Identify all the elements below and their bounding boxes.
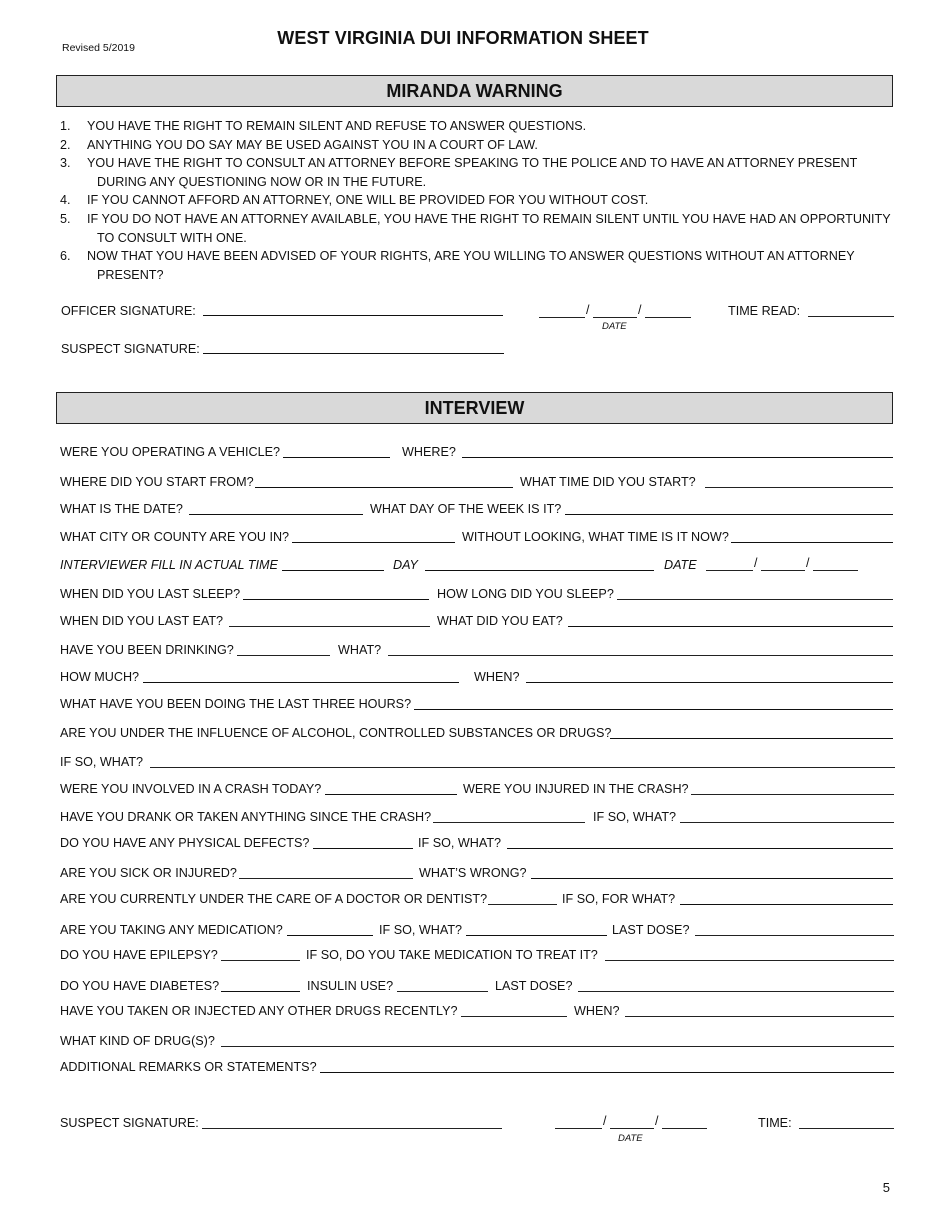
- interviewer-actual-time-field[interactable]: [282, 570, 384, 571]
- question-physical-defects: DO YOU HAVE ANY PHYSICAL DEFECTS?: [60, 836, 310, 850]
- answer-if-so-what[interactable]: [150, 767, 895, 768]
- answer-operating-vehicle[interactable]: [283, 457, 390, 458]
- answer-last-sleep[interactable]: [243, 599, 429, 600]
- answer-where[interactable]: [462, 457, 893, 458]
- miranda-item: 2. ANYTHING YOU DO SAY MAY BE USED AGAINST YOU IN A COURT OF LAW.: [60, 137, 538, 152]
- answer-start-from[interactable]: [255, 487, 513, 488]
- interview-suspect-signature-label: SUSPECT SIGNATURE:: [60, 1116, 199, 1130]
- question-last-sleep: WHEN DID YOU LAST SLEEP?: [60, 587, 241, 601]
- answer-crash-today[interactable]: [325, 794, 457, 795]
- answer-how-much[interactable]: [143, 682, 459, 683]
- miranda-heading: MIRANDA WARNING: [56, 75, 893, 107]
- question-crash-today: WERE YOU INVOLVED IN A CRASH TODAY?: [60, 782, 322, 796]
- answer-day-of-week[interactable]: [565, 514, 893, 515]
- question-other-drugs: HAVE YOU TAKEN OR INJECTED ANY OTHER DRUGS RECENTLY?: [60, 1004, 458, 1018]
- miranda-item: 6. NOW THAT YOU HAVE BEEN ADVISED OF YOUR RIGHTS, ARE YOU WILLING TO ANSWER QUESTIONS WITHOUT AN ATTORNEY PRESENT?: [60, 249, 855, 282]
- answer-what[interactable]: [388, 655, 893, 656]
- interviewer-day-label: DAY: [393, 558, 418, 572]
- suspect-signature-field[interactable]: [203, 353, 504, 354]
- answer-additional-remarks[interactable]: [320, 1072, 894, 1073]
- answer-physical-defects[interactable]: [313, 848, 413, 849]
- suspect-signature-label: SUSPECT SIGNATURE:: [61, 342, 200, 356]
- question-date: WHAT IS THE DATE?: [60, 502, 183, 516]
- question-insulin-use: INSULIN USE?: [307, 979, 394, 993]
- question-without-looking: WITHOUT LOOKING, WHAT TIME IS IT NOW?: [462, 530, 729, 544]
- date-caption: DATE: [602, 321, 627, 332]
- answer-insulin-use[interactable]: [397, 991, 488, 992]
- answer-without-looking[interactable]: [731, 542, 893, 543]
- answer-sick-injured[interactable]: [239, 878, 413, 879]
- question-operating-vehicle: WERE YOU OPERATING A VEHICLE?: [60, 445, 280, 459]
- question-if-so-what: IF SO, WHAT?: [60, 755, 144, 769]
- answer-last-dose[interactable]: [695, 935, 894, 936]
- question-city-county: WHAT CITY OR COUNTY ARE YOU IN?: [60, 530, 290, 544]
- question-when: WHEN?: [574, 1004, 620, 1018]
- answer-last-eat[interactable]: [229, 626, 430, 627]
- interviewer-actual-time-label: INTERVIEWER FILL IN ACTUAL TIME: [60, 558, 278, 572]
- answer-last-three-hours[interactable]: [414, 709, 893, 710]
- question-whats-wrong: WHAT’S WRONG?: [419, 866, 527, 880]
- officer-signature-field[interactable]: [203, 315, 503, 316]
- interviewer-date-label: DATE: [664, 558, 697, 572]
- officer-signature-label: OFFICER SIGNATURE:: [61, 304, 196, 318]
- answer-if-so-for-what[interactable]: [680, 904, 893, 905]
- question-start-time: WHAT TIME DID YOU START?: [520, 475, 696, 489]
- question-if-so-for-what: IF SO, FOR WHAT?: [562, 892, 676, 906]
- answer-epilepsy-medication[interactable]: [605, 960, 894, 961]
- question-how-much: HOW MUCH?: [60, 670, 140, 684]
- interview-suspect-signature-field[interactable]: [202, 1128, 502, 1129]
- question-medication: ARE YOU TAKING ANY MEDICATION?: [60, 923, 283, 937]
- answer-under-influence[interactable]: [610, 738, 893, 739]
- interview-date-day-field[interactable]: [610, 1128, 654, 1129]
- question-last-three-hours: WHAT HAVE YOU BEEN DOING THE LAST THREE HOURS?: [60, 697, 412, 711]
- question-what: WHAT?: [338, 643, 382, 657]
- question-doctor-care: ARE YOU CURRENTLY UNDER THE CARE OF A DOCTOR OR DENTIST?: [60, 892, 488, 906]
- question-drank-since-crash: HAVE YOU DRANK OR TAKEN ANYTHING SINCE THE CRASH?: [60, 810, 432, 824]
- question-kind-of-drugs: WHAT KIND OF DRUG(S)?: [60, 1034, 215, 1048]
- question-under-influence: ARE YOU UNDER THE INFLUENCE OF ALCOHOL, CONTROLLED SUBSTANCES OR DRUGS?: [60, 726, 612, 740]
- date-month-field[interactable]: [539, 317, 585, 318]
- interviewer-date-day-field[interactable]: [761, 570, 805, 571]
- answer-start-time[interactable]: [705, 487, 893, 488]
- answer-last-dose[interactable]: [578, 991, 894, 992]
- answer-other-drugs[interactable]: [461, 1016, 567, 1017]
- question-when: WHEN?: [474, 670, 520, 684]
- interview-date-year-field[interactable]: [662, 1128, 707, 1129]
- question-how-long-sleep: HOW LONG DID YOU SLEEP?: [437, 587, 614, 601]
- answer-medication[interactable]: [287, 935, 373, 936]
- question-epilepsy-medication: IF SO, DO YOU TAKE MEDICATION TO TREAT IT?: [306, 948, 598, 962]
- miranda-item: 3. YOU HAVE THE RIGHT TO CONSULT AN ATTORNEY BEFORE SPEAKING TO THE POLICE AND TO HAVE AN ATTORNEY PRESENT DURING ANY QUESTIONING NOW OR IN THE FUTURE.: [60, 156, 858, 189]
- date-year-field[interactable]: [645, 317, 691, 318]
- miranda-item: 4. IF YOU CANNOT AFFORD AN ATTORNEY, ONE WILL BE PROVIDED FOR YOU WITHOUT COST.: [60, 193, 649, 208]
- question-if-so-what: IF SO, WHAT?: [418, 836, 502, 850]
- question-additional-remarks: ADDITIONAL REMARKS OR STATEMENTS?: [60, 1060, 317, 1074]
- date-caption: DATE: [618, 1133, 643, 1144]
- question-if-so-what: IF SO, WHAT?: [379, 923, 463, 937]
- answer-if-so-what[interactable]: [507, 848, 893, 849]
- page-number: 5: [882, 1180, 890, 1195]
- miranda-item: 1. YOU HAVE THE RIGHT TO REMAIN SILENT AND REFUSE TO ANSWER QUESTIONS.: [60, 119, 587, 133]
- answer-whats-wrong[interactable]: [531, 878, 893, 879]
- interview-heading: INTERVIEW: [56, 392, 893, 424]
- question-start-from: WHERE DID YOU START FROM?: [60, 475, 254, 489]
- answer-kind-of-drugs[interactable]: [221, 1046, 894, 1047]
- answer-when[interactable]: [526, 682, 893, 683]
- answer-drinking[interactable]: [237, 655, 330, 656]
- answer-injured-crash[interactable]: [691, 794, 894, 795]
- answer-doctor-care[interactable]: [488, 904, 557, 905]
- question-last-dose: LAST DOSE?: [612, 923, 690, 937]
- answer-when[interactable]: [625, 1016, 894, 1017]
- interview-time-field[interactable]: [799, 1128, 894, 1129]
- time-read-label: TIME READ:: [728, 304, 801, 318]
- interviewer-day-field[interactable]: [425, 570, 654, 571]
- interview-time-label: TIME:: [758, 1116, 792, 1130]
- answer-date[interactable]: [189, 514, 363, 515]
- question-injured-crash: WERE YOU INJURED IN THE CRASH?: [463, 782, 689, 796]
- revision-date: Revised 5/2019: [62, 42, 135, 54]
- question-epilepsy: DO YOU HAVE EPILEPSY?: [60, 948, 218, 962]
- question-last-dose: LAST DOSE?: [495, 979, 573, 993]
- document-title: WEST VIRGINIA DUI INFORMATION SHEET: [277, 28, 649, 48]
- answer-if-so-what[interactable]: [466, 935, 607, 936]
- question-if-so-what: IF SO, WHAT?: [593, 810, 677, 824]
- question-sick-injured: ARE YOU SICK OR INJURED?: [60, 866, 237, 880]
- question-where: WHERE?: [402, 445, 456, 459]
- question-what-eat: WHAT DID YOU EAT?: [437, 614, 563, 628]
- time-read-field[interactable]: [808, 316, 894, 317]
- miranda-item: 5. IF YOU DO NOT HAVE AN ATTORNEY AVAILABLE, YOU HAVE THE RIGHT TO REMAIN SILENT UNTIL YOU HAVE HAD AN OPPORTUNITY TO CONSULT WITH ONE.: [60, 211, 891, 245]
- answer-diabetes[interactable]: [221, 991, 300, 992]
- question-diabetes: DO YOU HAVE DIABETES?: [60, 979, 220, 993]
- answer-how-long-sleep[interactable]: [617, 599, 893, 600]
- miranda-warning-list: [60, 117, 900, 284]
- answer-what-eat[interactable]: [568, 626, 893, 627]
- interviewer-date-year-field[interactable]: [813, 570, 858, 571]
- interview-date-month-field[interactable]: [555, 1128, 602, 1129]
- question-last-eat: WHEN DID YOU LAST EAT?: [60, 614, 224, 628]
- question-day-of-week: WHAT DAY OF THE WEEK IS IT?: [370, 502, 562, 516]
- answer-if-so-what[interactable]: [680, 822, 894, 823]
- answer-city-county[interactable]: [292, 542, 455, 543]
- answer-drank-since-crash[interactable]: [433, 822, 585, 823]
- interviewer-date-month-field[interactable]: [706, 570, 753, 571]
- question-drinking: HAVE YOU BEEN DRINKING?: [60, 643, 234, 657]
- date-day-field[interactable]: [593, 317, 637, 318]
- answer-epilepsy[interactable]: [221, 960, 300, 961]
